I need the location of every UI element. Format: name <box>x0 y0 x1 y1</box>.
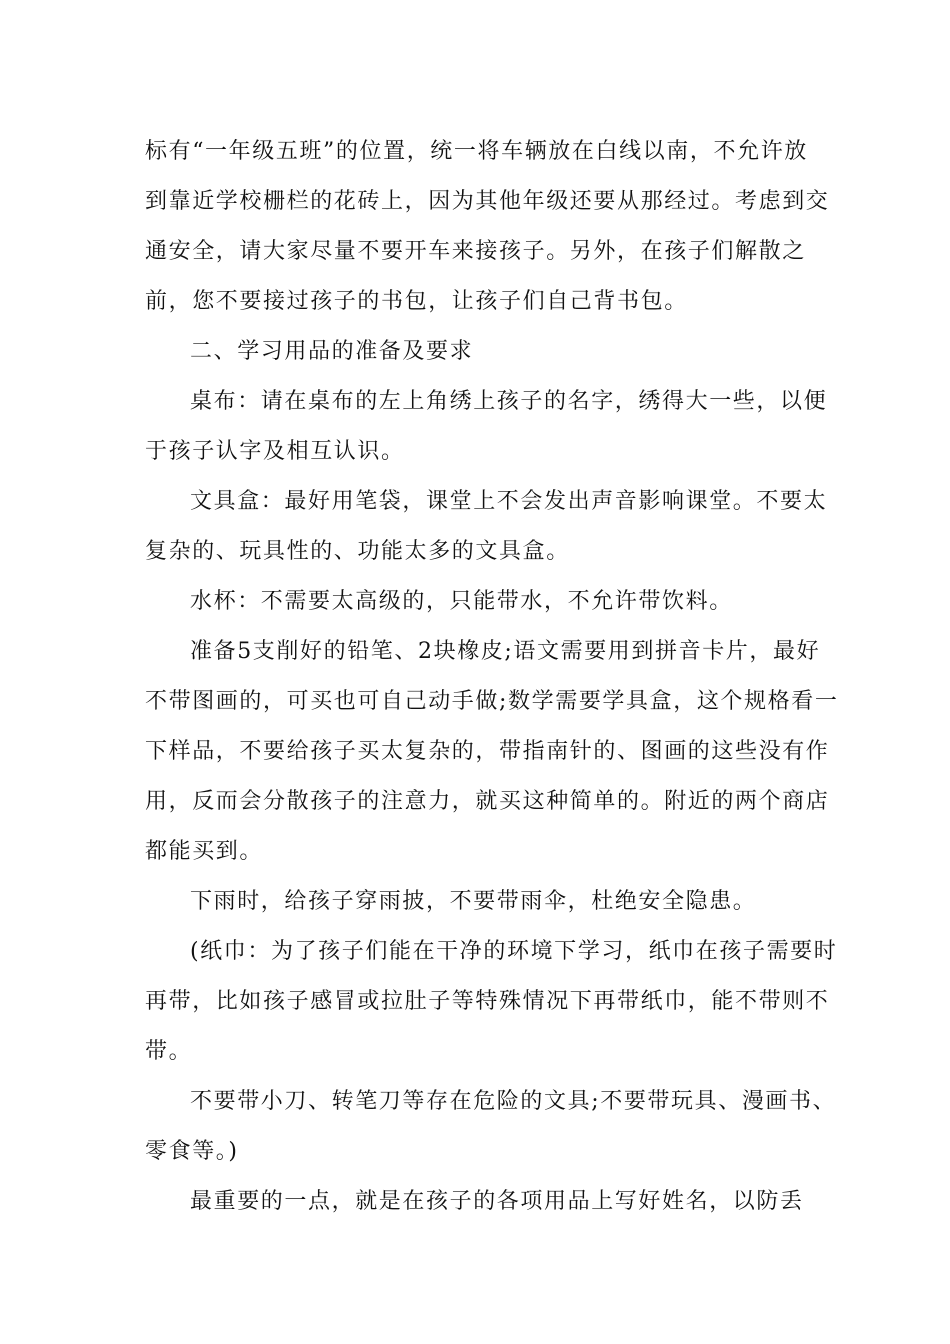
text-line: 文具盒：最好用笔袋，课堂上不会发出声音影响课堂。不要太 <box>190 489 828 514</box>
text-line: (纸巾：为了孩子们能在干净的环境下学习，纸巾在孩子需要时 <box>190 939 838 964</box>
text-line: 复杂的、玩具性的、功能太多的文具盒。 <box>145 539 570 564</box>
text-line: 不带图画的，可买也可自己动手做;数学需要学具盒，这个规格看一 <box>145 689 839 714</box>
text-line: 下样品，不要给孩子买太复杂的，带指南针的、图画的这些没有作 <box>145 739 830 764</box>
text-line: 准备5支削好的铅笔、2块橡皮;语文需要用到拼音卡片，最好 <box>190 639 821 664</box>
text-line: 带。 <box>145 1039 193 1064</box>
text-line: 最重要的一点，就是在孩子的各项用品上写好姓名，以防丢 <box>190 1189 804 1214</box>
text-line: 桌布：请在桌布的左上角绣上孩子的名字，绣得大一些，以便 <box>190 389 828 414</box>
section-heading: 二、学习用品的准备及要求 <box>190 339 474 364</box>
text-line: 用，反而会分散孩子的注意力，就买这种简单的。附近的两个商店 <box>145 789 830 814</box>
text-line: 水杯：不需要太高级的，只能带水，不允许带饮料。 <box>190 589 733 614</box>
text-line: 都能买到。 <box>145 839 264 864</box>
text-line: 前，您不要接过孩子的书包，让孩子们自己背书包。 <box>145 289 688 314</box>
text-line: 标有“一年级五班”的位置，统一将车辆放在白线以南，不允许放 <box>145 139 808 164</box>
text-line: 零食等。) <box>145 1139 239 1164</box>
text-line: 于孩子认字及相互认识。 <box>145 439 405 464</box>
text-line: 通安全，请大家尽量不要开车来接孩子。另外，在孩子们解散之 <box>145 239 806 264</box>
text-line: 再带，比如孩子感冒或拉肚子等特殊情况下再带纸巾，能不带则不 <box>145 989 830 1014</box>
text-line: 下雨时，给孩子穿雨披，不要带雨伞，杜绝安全隐患。 <box>190 889 757 914</box>
text-line: 不要带小刀、转笔刀等存在危险的文具;不要带玩具、漫画书、 <box>190 1089 837 1114</box>
text-line: 到靠近学校栅栏的花砖上，因为其他年级还要从那经过。考虑到交 <box>145 189 830 214</box>
